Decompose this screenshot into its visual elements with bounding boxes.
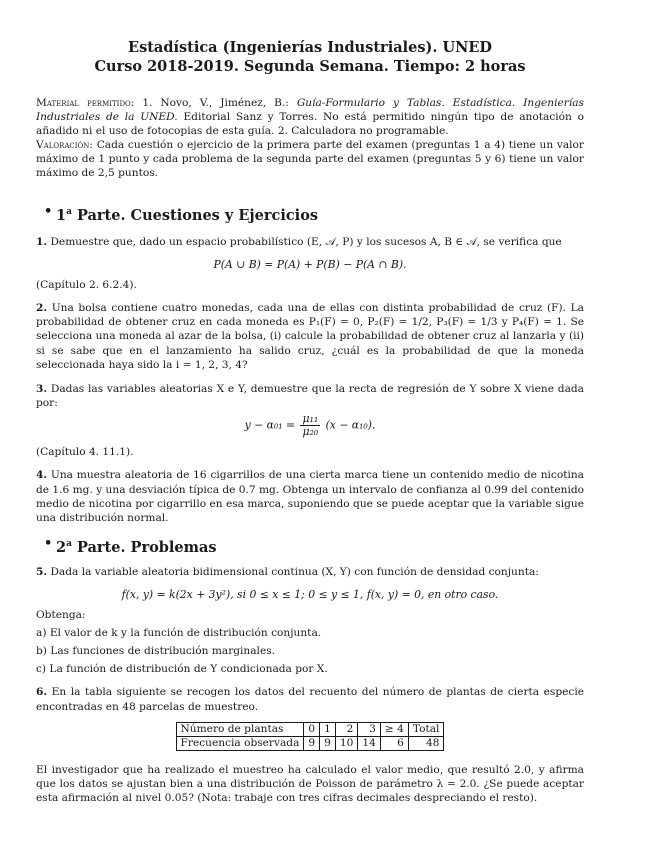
material-paragraph bbox=[36, 96, 584, 138]
table-cell: 9 bbox=[304, 736, 320, 750]
question-text: Una muestra aleatoria de 16 cigarrillos de una cierta marca tiene un contenido medio de nicotina de 1.6 mg. y una desviación típica de 0.7 mg. Obtenga un intervalo de confianza al 0.99 del contenido medio de nicotina por cigarrillo en esa marca, suponiendo que se puede aceptar que la variable sigue una distribución normal. bbox=[36, 469, 584, 525]
table-cell: 9 bbox=[320, 736, 336, 750]
table-cell: 6 bbox=[380, 736, 408, 750]
part2-sup: a bbox=[66, 539, 72, 550]
q3-note: (Capítulo 4. 11.1). bbox=[36, 446, 134, 459]
question-text: En la tabla siguiente se recogen los datos del recuento del número de plantas de cierta especie encontradas en 48 parcelas de muestreo. bbox=[36, 686, 584, 713]
material-text-a: 1. Novo, V., Jiménez, B.: bbox=[142, 97, 289, 109]
row-label: Número de plantas bbox=[176, 722, 304, 736]
part1-sup: a bbox=[66, 207, 72, 217]
title-line-1: Estadística (Ingenierías Industriales). UNED bbox=[128, 39, 492, 56]
question-3 bbox=[36, 382, 584, 410]
q1-formula: P(A ∪ B) = P(A) + P(B) − P(A ∩ B). bbox=[213, 258, 407, 272]
title-line-2: Curso 2018-2019. Segunda Semana. Tiempo: 2 horas bbox=[94, 58, 526, 75]
q5-item-c: c) La función de distribución de Y condicionada por X. bbox=[36, 663, 328, 676]
exam-title bbox=[36, 38, 584, 76]
row-label: Frecuencia observada bbox=[176, 736, 304, 750]
part1-title: Parte. Cuestiones y Ejercicios bbox=[71, 206, 319, 224]
question-number: 3. bbox=[36, 383, 48, 396]
table-row bbox=[176, 722, 444, 736]
q3-frac-den: μ₂₀ bbox=[302, 425, 319, 439]
part2-title: Parte. Problemas bbox=[71, 539, 217, 557]
table-cell: 14 bbox=[358, 736, 380, 750]
question-text: Una bolsa contiene cuatro monedas, cada una de ellas con distinta probabilidad de cruz (F). La probabilidad de obtener cruz en cada moneda es P₁(F) = 0, P₂(F) = 1/2, P₃(F) = 1/3 y P₄(F) = 1. Se selecciona una moneda al azar de la bolsa, (i) calcule la probabilidad de obtener cruz al lanzarla y (ii) si se sabe que en el lanzamiento ha salido cruz, ¿cuál es la probabilidad de que la moneda seleccionada haya sido la i = 1, 2, 3, 4? bbox=[36, 302, 585, 371]
plants-table bbox=[176, 722, 445, 751]
table-cell: 0 bbox=[304, 722, 320, 736]
question-5 bbox=[36, 565, 584, 579]
table-cell: 10 bbox=[335, 736, 357, 750]
question-text: Dada la variable aleatoria bidimensional continua (X, Y) con función de densidad conjunta: bbox=[50, 566, 539, 579]
table-cell: 1 bbox=[320, 722, 336, 736]
q3-formula bbox=[36, 413, 584, 438]
q5-formula: f(x, y) = k(2x + 3y²), si 0 ≤ x ≤ 1; 0 ≤ y ≤ 1, f(x, y) = 0, en otro caso. bbox=[121, 588, 499, 602]
q5-obtenga: Obtenga: bbox=[36, 609, 86, 622]
question-number: 5. bbox=[36, 566, 48, 579]
part2-heading bbox=[26, 535, 584, 557]
part1-number: 1 bbox=[56, 206, 67, 224]
part1-heading bbox=[26, 203, 584, 225]
question-6 bbox=[36, 685, 584, 713]
q1-note: (Capítulo 2. 6.2.4). bbox=[36, 279, 137, 292]
table-cell: 2 bbox=[335, 722, 357, 736]
exam-page bbox=[36, 38, 584, 805]
table-row bbox=[176, 736, 444, 750]
q3-fraction bbox=[300, 413, 320, 438]
exam-instructions bbox=[36, 96, 584, 180]
material-text-b: Editorial Sanz y Torres. No está permitido ningún tipo de anotación o añadido ni el uso de fotocopias de esta guía. 2. Calculadora no programable. bbox=[36, 111, 584, 137]
valoracion-text: Cada cuestión o ejercicio de la primera parte del examen (preguntas 1 a 4) tiene un valor máximo de 1 punto y cada problema de la segunda parte del examen (preguntas 5 y 6) tiene un valor máximo de 2,5 puntos. bbox=[36, 139, 584, 179]
material-label: Material permitido: bbox=[36, 97, 135, 109]
table-cell: 48 bbox=[408, 736, 444, 750]
question-number: 4. bbox=[36, 469, 48, 482]
question-number: 2. bbox=[36, 302, 48, 315]
question-number: 6. bbox=[36, 686, 48, 699]
material-book: Guía-Formulario y Tablas. Estadística. Ingenierías Industriales de la UNED. bbox=[36, 97, 584, 123]
q5-item-a: a) El valor de k y la función de distribución conjunta. bbox=[36, 627, 322, 640]
table-cell: 3 bbox=[358, 722, 380, 736]
question-2 bbox=[36, 301, 584, 372]
question-number: 1. bbox=[36, 235, 48, 248]
question-6-continuation: El investigador que ha realizado el muestreo ha calculado el valor medio, que resultó 2.0, y afirma que los datos se ajustan bien a una distribución de Poisson de parámetro λ = 2.0. ¿Se puede aceptar esta afirmación al nivel 0.05? (Nota: trabaje con tres cifras decimales despreciando el resto). bbox=[36, 763, 584, 805]
bullet-icon: • bbox=[44, 204, 53, 219]
question-text: Dadas las variables aleatorias X e Y, demuestre que la recta de regresión de Y sobre X viene dada por: bbox=[36, 383, 584, 410]
q3-formula-left: y − α₀₁ = bbox=[244, 418, 296, 432]
valoracion-paragraph bbox=[36, 138, 584, 180]
question-4 bbox=[36, 468, 584, 525]
table-cell: ≥ 4 bbox=[380, 722, 408, 736]
table-cell: Total bbox=[408, 722, 444, 736]
part2-number: 2 bbox=[56, 539, 67, 557]
bullet-icon: • bbox=[44, 536, 53, 552]
q3-frac-num: μ₁₁ bbox=[302, 412, 319, 426]
q3-formula-right: (x − α₁₀). bbox=[325, 418, 376, 432]
question-text: Demuestre que, dado un espacio probabilístico (E, 𝒜, P) y los sucesos A, B ∈ 𝒜, se verifica que bbox=[50, 235, 562, 248]
valoracion-label: Valoración: bbox=[36, 139, 93, 151]
question-1 bbox=[36, 235, 584, 249]
q5-item-b: b) Las funciones de distribución marginales. bbox=[36, 645, 276, 658]
